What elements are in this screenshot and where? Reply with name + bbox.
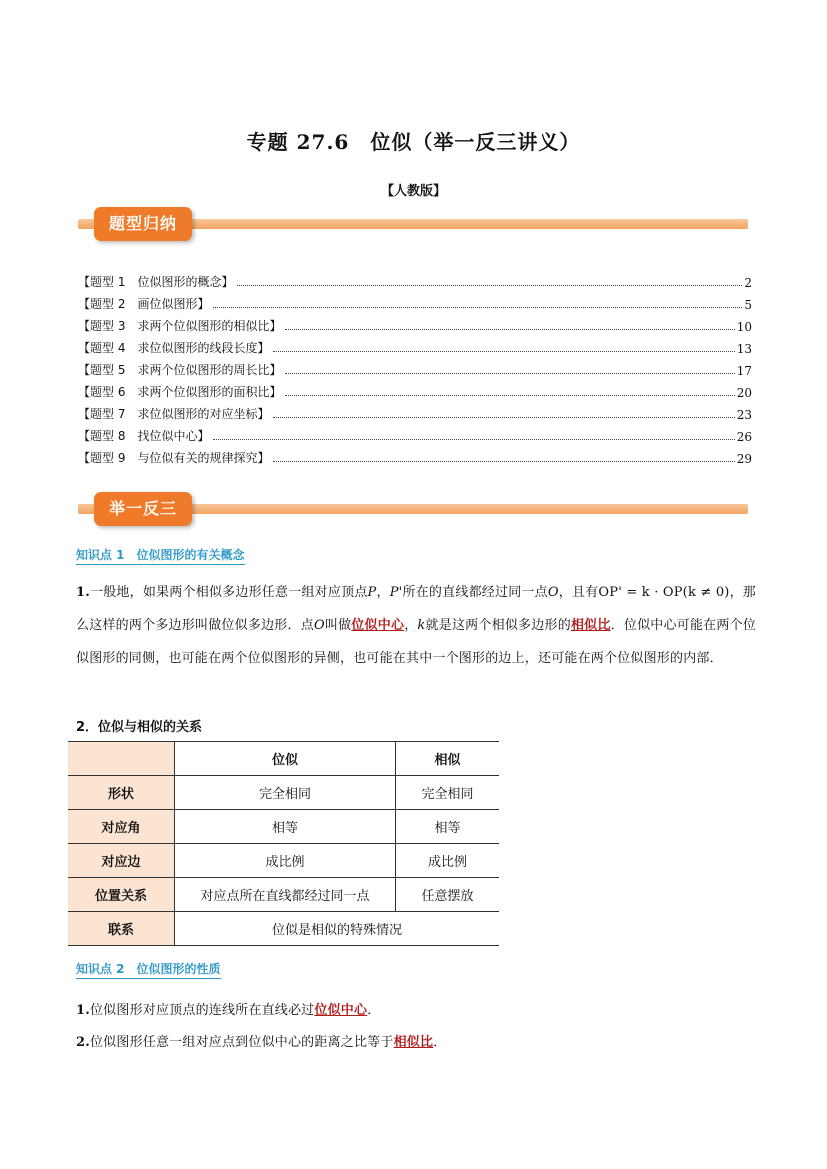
toc-item-page: 17 — [736, 364, 752, 378]
text-run: 位似图形任意一组对应点到位似中心的距离之比等于 — [89, 1035, 394, 1050]
comparison-table — [68, 741, 499, 946]
text-run: ， — [404, 618, 418, 633]
toc-item[interactable] — [78, 290, 752, 312]
item-number: 1. — [76, 1003, 90, 1018]
property-paragraph-1 — [76, 994, 756, 1027]
toc-item-label: 【题型 4 求位似图形的线段长度】 — [78, 341, 270, 355]
text-run: 位似图形对应顶点的连线所在直线必过 — [89, 1003, 315, 1018]
var-o: O — [547, 585, 559, 600]
key-term-ratio: 相似比 — [570, 618, 611, 633]
toc-leader — [285, 373, 734, 374]
table-cell: 完全相同 — [175, 776, 396, 810]
table-cell: 相等 — [175, 810, 396, 844]
text-run: ，且有 — [558, 585, 599, 600]
toc-leader — [273, 351, 734, 352]
text-run: 一般地，如果两个相似多边形任意一组对应顶点 — [89, 585, 368, 600]
toc-item-page: 2 — [744, 276, 752, 290]
row-header: 联系 — [68, 912, 175, 946]
text-run: 所在的直线都经过同一点 — [402, 585, 548, 600]
toc-item[interactable] — [78, 356, 752, 378]
key-term-center: 位似中心 — [314, 1003, 368, 1018]
toc-leader — [273, 461, 734, 462]
toc-item-label: 【题型 8 找位似中心】 — [78, 429, 210, 443]
table-of-contents — [78, 268, 752, 466]
table-corner-cell — [68, 742, 175, 776]
toc-item-page: 23 — [736, 408, 752, 422]
row-header: 形状 — [68, 776, 175, 810]
row-header: 位置关系 — [68, 878, 175, 912]
section-banner-practice — [78, 490, 748, 530]
key-term-center: 位似中心 — [351, 618, 405, 633]
definition-paragraph — [76, 576, 756, 675]
toc-item-page: 26 — [736, 430, 752, 444]
item-number: 2. — [76, 1035, 90, 1050]
table-row — [68, 776, 499, 810]
toc-leader — [237, 285, 742, 286]
table-row — [68, 878, 499, 912]
table-row — [68, 810, 499, 844]
row-header: 对应边 — [68, 844, 175, 878]
section-tag-practice: 举一反三 — [94, 492, 192, 526]
toc-leader — [273, 417, 734, 418]
property-paragraph-2 — [76, 1026, 756, 1059]
toc-leader — [213, 307, 742, 308]
formula: OP' = k · OP(k ≠ 0) — [598, 585, 730, 600]
table-row — [68, 912, 499, 946]
toc-item[interactable] — [78, 268, 752, 290]
toc-item-page: 13 — [736, 342, 752, 356]
text-run: ， — [376, 585, 390, 600]
item-number: 1. — [76, 585, 90, 600]
page-title: 专题 27.6 位似（举一反三讲义） — [246, 130, 581, 154]
text-run: 就是这两个相似多边形的 — [425, 618, 571, 633]
table-cell: 任意摆放 — [396, 878, 500, 912]
toc-item-page: 5 — [744, 298, 752, 312]
row-header: 对应角 — [68, 810, 175, 844]
toc-leader — [285, 329, 734, 330]
knowledge-point-1-title: 知识点 1 位似图形的有关概念 — [76, 546, 245, 565]
key-term-ratio: 相似比 — [393, 1035, 434, 1050]
toc-item-page: 29 — [736, 452, 752, 466]
table-cell-merged: 位似是相似的特殊情况 — [175, 912, 500, 946]
table-row — [68, 844, 499, 878]
column-header: 位似 — [175, 742, 396, 776]
var-k: k — [417, 618, 426, 633]
toc-item-label: 【题型 9 与位似有关的规律探究】 — [78, 451, 270, 465]
toc-item[interactable] — [78, 422, 752, 444]
toc-item-page: 20 — [736, 386, 752, 400]
toc-leader — [285, 395, 734, 396]
toc-item-label: 【题型 6 求两个位似图形的面积比】 — [78, 385, 282, 399]
toc-item[interactable] — [78, 400, 752, 422]
toc-item[interactable] — [78, 312, 752, 334]
table-header-row — [68, 742, 499, 776]
text-run: ． — [367, 1003, 381, 1018]
table-cell: 相等 — [396, 810, 500, 844]
toc-item[interactable] — [78, 378, 752, 400]
section-banner-summary — [78, 205, 748, 245]
text-run: ，那么这样的两个多边形叫做位似多边形．点 — [76, 585, 757, 633]
toc-item-page: 10 — [736, 320, 752, 334]
table-cell: 对应点所在直线都经过同一点 — [175, 878, 396, 912]
toc-item-label: 【题型 1 位似图形的概念】 — [78, 275, 234, 289]
table-cell: 成比例 — [175, 844, 396, 878]
toc-item-label: 【题型 7 求位似图形的对应坐标】 — [78, 407, 270, 421]
text-run: ．位似中心可能在两个位似图形的同侧，也可能在两个位似图形的异侧，也可能在其中一个图形的边上，还可能在两个位似图形的内部． — [76, 618, 757, 666]
toc-item-label: 【题型 2 画位似图形】 — [78, 297, 210, 311]
toc-item-label: 【题型 3 求两个位似图形的相似比】 — [78, 319, 282, 333]
table-cell: 成比例 — [396, 844, 500, 878]
edition-label: 【人教版】 — [380, 184, 446, 199]
column-header: 相似 — [396, 742, 500, 776]
table-cell: 完全相同 — [396, 776, 500, 810]
text-run: 叫做 — [324, 618, 352, 633]
toc-item[interactable] — [78, 334, 752, 356]
text-run: ． — [433, 1035, 447, 1050]
var-o: O — [313, 618, 325, 633]
var-p: P — [367, 585, 377, 600]
toc-leader — [213, 439, 734, 440]
relation-heading: 2．位似与相似的关系 — [76, 720, 203, 735]
var-p-prime: P' — [389, 585, 403, 600]
toc-item-label: 【题型 5 求两个位似图形的周长比】 — [78, 363, 282, 377]
knowledge-point-2-title: 知识点 2 位似图形的性质 — [76, 960, 221, 979]
toc-item[interactable] — [78, 444, 752, 466]
section-tag-summary: 题型归纳 — [94, 207, 192, 241]
